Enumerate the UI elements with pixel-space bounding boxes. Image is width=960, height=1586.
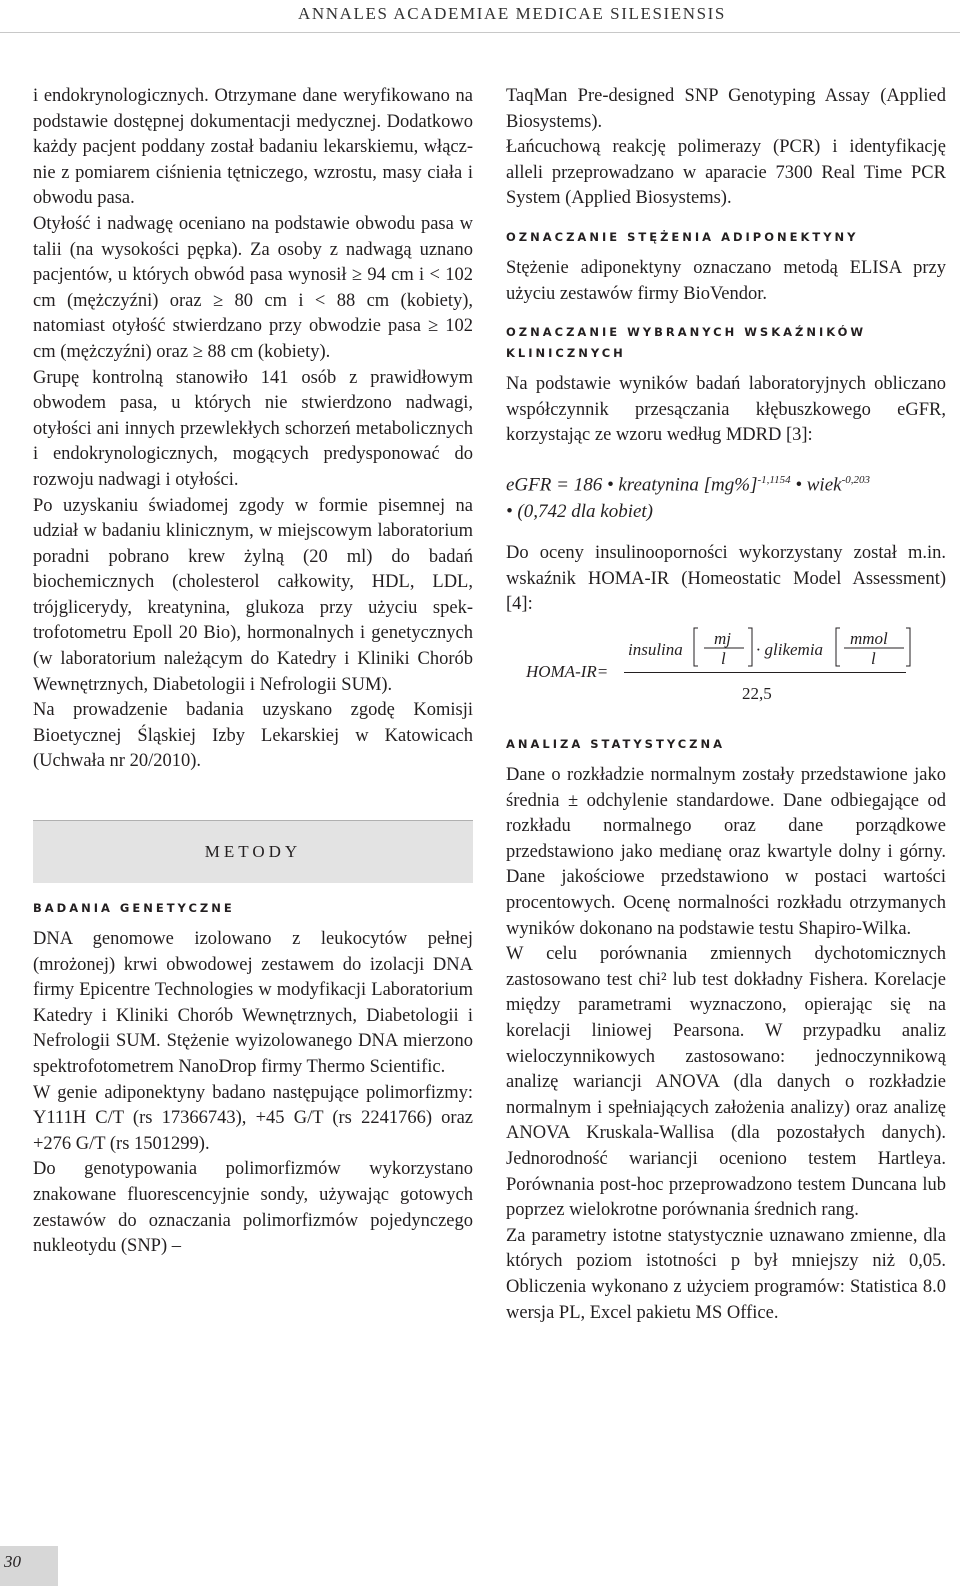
paragraph: i endokrynologicznych. Otrzymane dane weryfikowano na podstawie dostępnej dokumentacji medycznej. Dodatkowo każdy pacjent poddany został badaniu lekarskiemu, włącznie z pomiarem ciśnienia tętniczego, wzrostu, masy ciała i obwodu pasa. xyxy=(33,86,473,209)
egfr-term: • wiek xyxy=(790,474,842,496)
homa-glikemia: · glikemia xyxy=(756,640,824,660)
fraction-line xyxy=(624,672,906,673)
homa-denominator: 22,5 xyxy=(742,684,772,704)
subsection-heading: OZNACZANIE WYBRANYCH WSKAŹNIKÓW KLINICZNYCH xyxy=(506,325,867,361)
paragraph: Stężenie adiponektyny oznaczano metodą ELISA przy użyciu zestawów firmy BioVendor. xyxy=(506,257,946,304)
homa-mmol: mmol xyxy=(850,629,888,649)
section-band-metody xyxy=(33,820,473,883)
homa-formula xyxy=(506,624,946,712)
paragraph: Do oceny insulinooporności wykorzystany został m.in. wskaźnik HOMA-IR (Homeostatic Model Assessment) [4]: xyxy=(506,543,946,615)
egfr-exponent: -1,1154 xyxy=(757,473,791,486)
paragraph: Po uzyskaniu świadomej zgody w formie pisemnej na udział w badaniu klinicznym, w miejscowym laboratorium poradni pobrano krew żylną (20 ml) do badań biochemicznych (cholesterol całkowity, HDL, LDL, trójglicerydy, kreatynina, glukoza przy użyciu spektrofotometru Epoll 20 Bio), hormonalnych i genetycznych (w laboratorium należącym do Katedry i Kliniki Chorób Wewnętrznych, Diabetologii i Nefrologii SUM). xyxy=(33,495,473,695)
page-number: 30 xyxy=(4,1552,21,1571)
paragraph: Dane o rozkładzie normalnym zostały przedstawione jako średnia ± odchylenie standardowe. Dane odbiegające od rozkładu normalnego oraz dane porządkowe przedstawiono jako medianę oraz kwartyle dolny i górny. Dane jakościowe przedstawiono w postaci wartości procentowych. Ocenę normalności rozkładu otrzymanych wyników dokonano na podstawie testu Shapiro-Wilka. xyxy=(506,765,946,939)
paragraph: DNA genomowe izolowano z leukocytów pełnej (mrożonej) krwi obwodowej zestawem do izolacji DNA firmy Epicentre Technologies w modyfikacji Laboratorium Katedry i Kliniki Chorób Wewnętrznych, Diabetologii i Nefrologii SUM. Stężenie wyizolowanego DNA mierzono spektrofotometrem NanoDrop firmy Thermo Scientific. xyxy=(33,929,473,1077)
journal-title: ANNALES ACADEMIAE MEDICAE SILESIENSIS xyxy=(297,4,726,23)
right-column xyxy=(506,84,946,1326)
paragraph: W genie adiponektyny badano następujące polimorfizmy: Y111H C/T (rs 17366743), +45 G/T (rs 2241766) oraz +276 G/T (rs 1501299). xyxy=(33,1082,473,1154)
section-title-metody: METODY xyxy=(204,842,302,862)
paragraph: Za parametry istotne statystycznie uznawano zmienne, dla których poziom istotności p był mniejszy niż 0,05. Obliczenia wykonano z użyciem programów: Statistica 8.0 wersja PL, Excel pakietu MS Office. xyxy=(506,1225,946,1323)
paragraph: Do genotypowania polimorfizmów wykorzystano znakowane fluorescencyjnie sondy, używając gotowych zestawów do oznaczania polimorfizmów pojedynczego nukleotydu (SNP) – xyxy=(33,1159,473,1257)
homa-numerator xyxy=(624,624,914,670)
homa-l: l xyxy=(871,649,876,669)
paragraph: Na prowadzenie badania uzyskano zgodę Komisji Bioetycznej Śląskiej Izby Lekarskiej w Katowicach (Uchwała nr 20/2010). xyxy=(33,700,473,772)
homa-label: HOMA-IR= xyxy=(526,662,609,682)
homa-l: l xyxy=(721,649,726,669)
paragraph: Na podstawie wyników badań laboratoryjnych obliczano współczynnik przesączania kłębuszkowego eGFR, korzystając ze wzoru według MDRD [3]: xyxy=(506,374,946,446)
homa-insulina: insulina xyxy=(628,640,683,660)
egfr-exponent: -0,203 xyxy=(841,473,870,486)
egfr-term: eGFR = 186 • kreatynina [mg%] xyxy=(506,474,758,496)
subsection-heading: BADANIA GENETYCZNE xyxy=(33,901,235,916)
left-column xyxy=(33,84,473,1260)
paragraph: W celu porównania zmiennych dychotomicznych zastosowano test chi² lub test dokładny Fishera. Korelacje między parametrami wyznaczono, opierając się na korelacji liniowej Pearsona. W przypadku analiz wieloczynnikowych zastosowano: jednoczynnikową analizę wariancji ANOVA (dla danych o rozkładzie normalnym i spełniających założenia analizy) oraz analizę ANOVA Kruskala-Wallisa (dla pozostałych danych). Jednorodność wariancji oceniono testem Hartleya. Porównania post-hoc przeprowadzono testem Duncana lub poprzez wielokrotne porównania średnich rang. xyxy=(506,944,946,1221)
paragraph: Otyłość i nadwagę oceniano na podstawie obwodu pasa w talii (na wysokości pępka). Za osoby z nadwagą uznano pacjentów, u których obwód pasa wynosił ≥ 94 cm i < 102 cm (mężczyźni) oraz ≥ 80 cm i < 88 cm (kobiety), natomiast otyłość stwierdzano przy obwodzie pasa ≥ 102 cm (mężczyźni) oraz ≥ 88 cm (kobiety). xyxy=(33,213,473,362)
egfr-term: • (0,742 dla kobiet) xyxy=(506,501,654,523)
subsection-heading: ANALIZA STATYSTYCZNA xyxy=(506,737,726,752)
subsection-heading: OZNACZANIE STĘŻENIA ADIPONEKTYNY xyxy=(506,229,859,244)
egfr-formula xyxy=(506,467,946,525)
paragraph: Grupę kontrolną stanowiło 141 osób z prawidłowym obwodem pasa, u których nie stwierdzono nadwagi, otyłości ani innych przewlekłych schorzeń metabolicznych i endokrynologicznych, mogących predysponować do rozwoju nadwagi i otyłości. xyxy=(33,367,473,490)
page-number-box xyxy=(0,1546,58,1586)
paragraph: Łańcuchową reakcję polimerazy (PCR) i identyfikację alleli przeprowadzano w aparacie 7300 Real Time PCR System (Applied Biosystems). xyxy=(506,137,946,209)
homa-mj: mj xyxy=(714,629,731,649)
running-header xyxy=(0,0,960,33)
paragraph: TaqMan Pre-designed SNP Genotyping Assay (Applied Biosystems). xyxy=(506,86,946,132)
